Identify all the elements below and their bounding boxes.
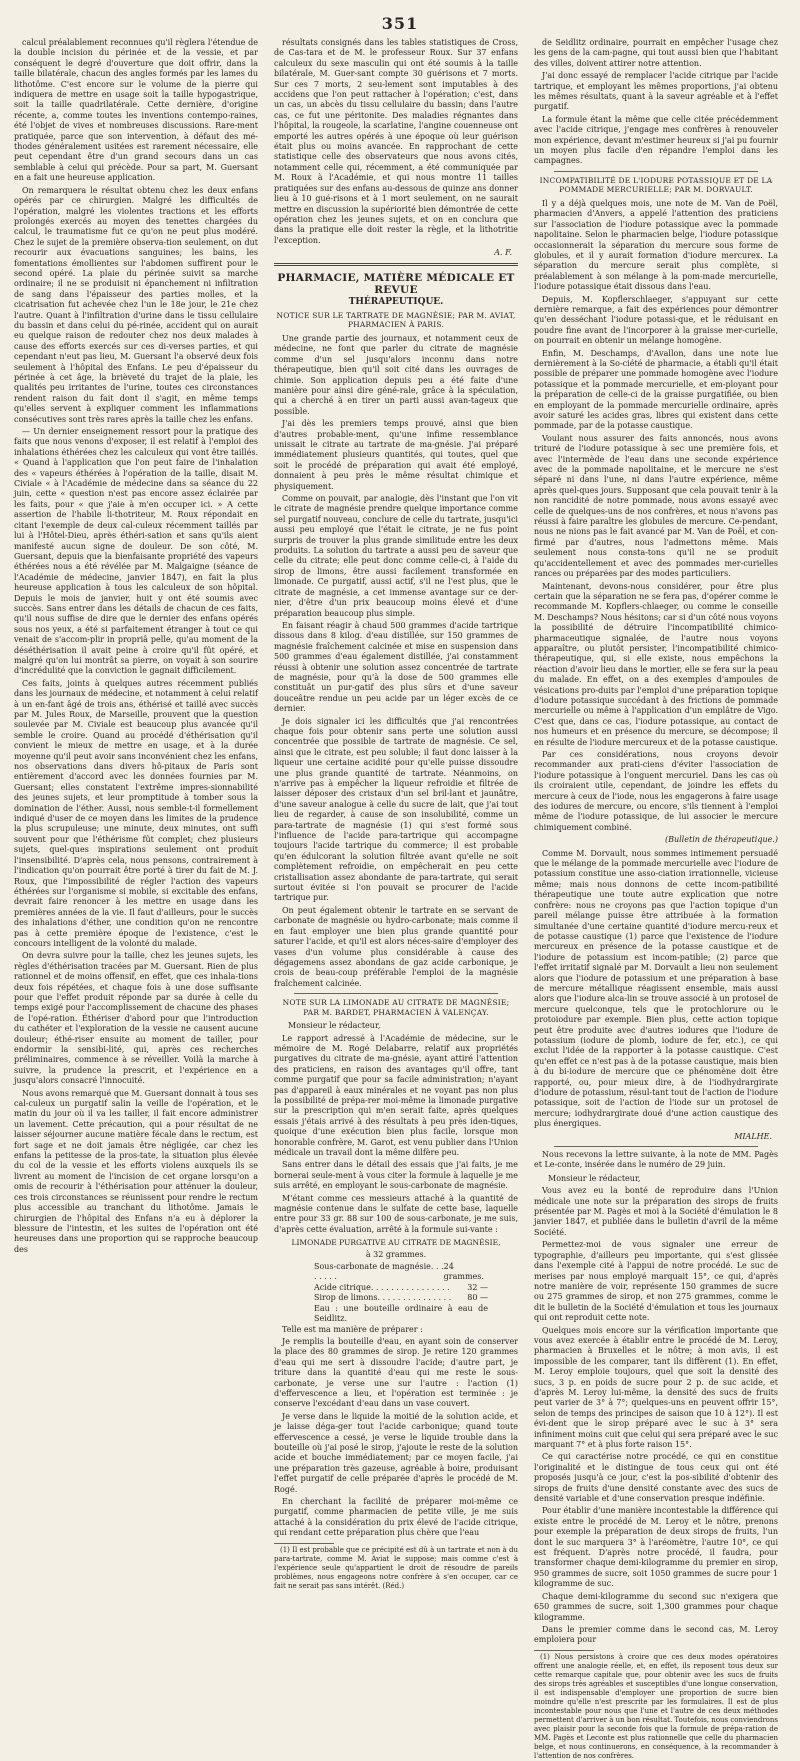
paragraph: — Un dernier enseignement ressort pour la pratique des faits que nous venons d'exposer, il est relatif à l'emploi des inhalations éthérées chez les calculeux qui vont être taillés. « Quand à l'application que l'on peut faire de l'inhalation des « vapeurs éthérées à l'opération de la taille, disait M. Civiale « à l'Académie de médecine dans sa séance du 22 juin, cette « question n'est pas encore assez éclairée par les faits, pour « que j'aie à m'en occuper ici. » A cette assertion de l'habile li-thotriteur, M. Roux répondait en citant l'exemple de deux cal-culeux récemment taillés par lui à l'Hôtel-Dieu, après éthéri-sation et sans qu'ils aient manifesté aucun signe de douleur. De son côté, M. Guersant, depuis que la bienfaisante propriété des vapeurs éthérées nous a été révélée par M. Malgaigne (séance de l'Académie de médecine, janvier 1847), en fait la plus heureuse application à tous les calculeux de son hôpital. Depuis le mois de janvier, huit y ont été soumis avec succès. Sans entrer dans les détails de chacun de ces faits, qu'il nous suffise de dire que le dernier des enfans opérés sous nos yeux, a été si parfaitement étranger à tout ce qui venait de s'accom-plir in propriâ pelle, qu'au moment de la déséthérisation il avait peine à croire qu'il fût opéré, et malgré qu'on lui montrât sa pierre, on voyait à son sourire d'incrédulité que la conviction le gagnait difficilement. — [14, 427, 258, 676]
paragraph: de Seidlitz ordinaire, pourrait en empêcher l'usage chez les gens de la cam-pagne, qui tout aussi bien que l'habitant des villes, doivent attirer notre attention. — [534, 38, 778, 68]
ingredient-qty: 24 grammes. — [443, 1262, 484, 1282]
paragraph: On peut également obtenir le tartrate en se servant de carbonate de magnésie ou hydro-carbonate; mais comme il en faut employer une bien plus grande quantité pour saturer l'acide, et qu'il est alors néces-saire d'employer des vases d'un volume plus considérable à cause des dégagemens assez abondans de gaz acide carbonique, je crois de beau-coup préférable l'emploi de la magnésie fraîchement calcinée. — [274, 905, 518, 988]
paragraph: J'ai dès les premiers temps prouvé, ainsi que bien d'autres probable-ment, qu'une infime ressemblance unissait le citrate au tartrate de ma-gnésie. J'ai préparé immédiatement plusieurs quantités, qui toutes, quel que soit le procédé de préparation qui avait été employé, donnaient à peu près le même résultat chimique et physiquement. — [274, 419, 518, 491]
paragraph: En cherchant la facilité de préparer moi-même ce purgatif, comme pharmacien de petite ville, je me suis attaché à la considération du prix élevé de l'acide citrique, qui rendant cette préparation plus chère que l'eau — [274, 1497, 518, 1538]
article-title: INCOMPATIBILITÉ DE L'IODURE POTASSIQUE ET DE LA POMMADE MERCURIELLE; PAR M. DORVAULT. — [539, 175, 773, 195]
paragraph: Une grande partie des journaux, et notamment ceux de médecine, ne font que parler du citrate de magnésie comme d'un sel jusqu'alors inconnu dans notre thérapeutique, bien qu'il soit cité dans les ouvrages de chimie. Son application depuis peu a été faite d'une manière pour ainsi dire géné-rale, grâce à la spéculation, qui a cherché à en tirer un parti aussi avan-tageux que possible. — [274, 333, 518, 416]
article-divider — [554, 1146, 758, 1147]
salutation: Monsieur le rédacteur, — [548, 1173, 641, 1183]
column-right — [534, 38, 778, 1760]
paragraph: M'étant comme ces messieurs attaché à la quantité de magnésie contenue dans le sulfate de cette base, laquelle entre pour 33 gr. 88 sur 100 de sous-carbonate, je me suis, d'après cette évaluation, arrêté à la formule sui-vante : — [274, 1193, 518, 1234]
footnote — [534, 1650, 778, 1761]
footnote-text: (1) Il est probable que ce précipité est dû à un tartrate et non à du para-tartrate, comme M. Aviat le suppose; mais comme c'est à l'expérience seule qu'appartient le droit de résoudre de pareils problèmes, nous engageons notre confrère à s'en occuper, car ce fait ne serait pas sans intérêt. (Réd.) — [274, 1545, 518, 1590]
signature: MIALHE. — [734, 1131, 772, 1141]
column-left — [14, 38, 258, 1254]
section-heading: PHARMACIE, MATIÈRE MÉDICALE ET REVUE — [277, 271, 515, 296]
paragraph: Je dois signaler ici les difficultés que j'ai rencontrées chaque fois pour obtenir sans perte une solution aussi concentrée que possible de tartrate de magnésie. Ce sel, ainsi que le citrate, est peu soluble; il faut donc laisser à la liqueur une certaine acidité pour qu'elle puisse dissoudre une plus grande quantité de tartrate. Néanmoins, on n'arrive pas à empêcher la liqueur refroidie et filtrée de laisser déposer des cristaux d'un sel bril-lant et jaunâtre, d'une saveur analogue à celle du sucre de lait, que j'ai tout lieu de regarder, à cause de son insolubilité, comme un para-tartrate de magnésie (1) qui s'est formé sous l'influence de l'acide para-tartrique qui accompagne toujours l'acide tartrique du commerce; il est probable qu'en édulcorant la solution filtrée avant qu'elle ne soit complètement refroidie, on empêcherait en peu cette cristallisation assez abondante de para-tartrate, qui serait surtout évitée si l'on pouvait se procurer de l'acide tartrique pur. — [274, 716, 518, 903]
paragraph: Vous avez eu la bonté de reproduire dans l'Union médicale une note sur la préparation des sirops de fruits présentée par M. Pagès et moi à la Société d'émulation le 8 janvier 1847, et publiée dans le bulletin d'avril de la même Société. — [534, 1186, 778, 1237]
paragraph: Le rapport adressé à l'Académie de médecine, sur le mémoire de M. Rogé Delabarre, relatif aux propriétés purgatives du citrate de ma-gnésie, ayant attiré l'attention des praticiens, en raison des avantages qu'il offre, tant comme purgatif que pour sa facile administration; n'ayant pas d'appareil à eaux minérales et ne voyant pas non plus la possibilité de prépa-rer moi-même la limonade purgative sur la prescription qui m'en serait faite, après quelques essais j'étais arrivé à des résultats à peu près iden-tiques, quoique d'une exécution bien plus facile, lorsque mon honorable confrère, M. Garot, est venu publier dans l'Union médicale un travail dont la même dilfère peu. — [274, 1033, 518, 1157]
signature: A. F. — [494, 248, 512, 258]
paragraph: Maintenant, devons-nous considérer, pour être plus certain que la séparation ne se fera pas, d'opérer comme le recommande M. Kopflers-chlaeger, ou comme le conseille M. Deschamps? Nous hésitons; car si d'un côté nous voyons la possibilité de détruire l'incompatibilité chimico-pharmaceutique signalée, de l'autre nous voyons apparaître, ou plutôt persister, l'incompatibilité chimico-thérapeutique, qui, si elle existe, nous empêchons la réaction d'avoir lieu dans le mortier, elle se fera sur la peau du malade. En effet, on a des exemples d'ampoules de vésications pro-duits par l'emploi d'une préparation topique d'iodure potassique succédant à des frictions de pommade mercurielle ou même à l'application d'un emplâtre de Vigo. C'est que, dans ce cas, l'iodure potassique, au contact de nos humeurs et en présence du mercure, se décompose; il en résulte de l'iodure mercureux et de la potasse caustique. — [534, 581, 778, 747]
column-middle — [274, 38, 518, 1590]
ingredient-qty: 32 — — [467, 1282, 488, 1292]
paragraph: Pour établir d'une manière incontestable la différence qui existe entre le procédé de M. Leroy et le nôtre, prenons pour exemple la préparation de deux sirops de fruits, l'un dont le suc marquera 3° à l'aréomètre, l'autre 10°, ce qui est fréquent. D'après notre procédé, il faudra, pour transformer chaque demi-kilogramme du premier en sirop, 950 grammes de sucre, soit 1050 grammes de sucre pour 1 kilogramme de suc. — [534, 1506, 778, 1589]
paragraph: On remarquera le résultat obtenu chez les deux enfans opérés par ce chirurgien. Malgré les difficultés de l'opération, malgré les violentes tractions et les efforts prolongés exercés au moyen des tenettes chargées du calcul, le traumatisme fut ce qu'on ne peut plus modéré. Chez le sujet de la première observa-tion seulement, on dut recourir aux évacuations sanguines; les bains, les fomentations émollientes sur l'abdomen suffirent pour le second opéré. La plaie du périnée suivit sa marche ordinaire; il ne se produisit ni épanchement ni infiltration de sang dans l'épaisseur des parties molles, et la cicatrisation fut achevée chez l'un le 18e jour, le 21e chez l'autre. Quant à l'infiltration d'urine dans le tissu cellulaire du bassin et dans celui du pé-rinée, accident qui on aurait eu quelque raison de redouter chez nos deux malades à cause des efforts exercés sur ces di-verses parties, et qui cependant n'eut pas lieu, M. Guersant l'a observé deux fois seulement à l'hôpital des Enfans. Le peu d'épaisseur du périnée à cet âge, la brièveté du trajet de la plaie, les qualités peu irritantes de l'urine, toutes ces circonstances rendent raison du fait dont il s'agit, en même temps qu'elles servent à expliquer comment les inflammations consécutives sont très rares après la taille chez les enfans. — [14, 185, 258, 424]
footnote-rule — [274, 1543, 334, 1544]
article-title: NOTE SUR LA LIMONADE AU CITRATE DE MAGNÉSIE; PAR M. BARDET, PHARMACIEN À VALENÇAY. — [282, 998, 510, 1017]
paragraph: Telle est ma manière de préparer : — [282, 1324, 423, 1334]
ingredient-name: Acide citrique. . . . . . . . . . . . . . . . — [314, 1282, 450, 1292]
paragraph: Ces faits, joints à quelques autres récemment publiés dans les journaux de médecine, et notamment à celui relatif à un en-fant âgé de trois ans, éthérisé et taillé avec succès par M. Jules Roux, de Marseille, prouvent que la question soulevée par M. Civiale est beaucoup plus avancée qu'il semble le croire. Quand au procédé d'éthérisation qu'il convient le mieux de mettre en usage, et à la durée moyenne qu'il peut avoir sans inconvénient chez les enfans, nos observations dans divers hô-pitaux de Paris sont entièrement d'accord avec les données fournies par M. Guersant; elles constatent l'extrême impres-sionnabilité des jeunes sujets, et leur promptitude à tomber sous la domination de l'éther. Aussi, nous semble-t-il formellement indiqué d'user de ce moyen dans les limites de la prudence la plus scrupuleuse; une minute, deux minutes, ont suffi souvent pour que l'éthérisme fût complet; chez plusieurs sujets, quel-ques inspirations seulement ont produit l'insensibilité. D'après cela, nous pensons, contrairement à l'indication qu'on pourrait être porté à tirer du fait de M. J. Roux, que l'impossibilité de régler l'action des vapeurs éthérées sur l'organisme si mobile, si excitable des enfans, devrait faire renoncer à les mettre en usage dans les premières années de la vie. Il faut d'ailleurs, pour le succès des inhalations d'éther, une condition qu'on ne rencontre pas à cette première époque de l'existence, c'est le concours intelligent de la volonté du malade. — [14, 678, 258, 948]
recipe-row — [274, 1293, 518, 1303]
recipe-row — [274, 1283, 518, 1293]
paragraph: calcul préalablement reconnues qu'il règlera l'étendue de la double incision du périnée et de la vessie, et par conséquent le degré d'ouverture que doit offrir, dans la taille bilatérale, chacun des angles formés par les lames du lithotôme. C'est encore sur le volume de la pierre qui indiquera de mettre en usage soit la taille hypogastrique, soit la taille quadrilatérale. Cette dernière, d'origine récente, a, comme toutes les inventions contempo-raines, été l'objet de vives et nombreuses discussions. Rare-ment pratiquée, parce que son intervention, à défaut des mé-thodes généralement usitées est rarement nécessaire, elle peut cependant être d'un grand secours dans un cas semblable à celui qui précède. Pour sa part, M. Guersant en a fait une heureuse application. — [14, 38, 258, 183]
paragraph: Sans entrer dans le détail des essais que j'ai faits, je me bornerai seule-ment à vous citer la formule à laquelle je me suis arrêté, en employant le sous-carbonate de magnésie. — [274, 1160, 518, 1191]
article-title: NOTICE SUR LE TARTRATE DE MAGNÉSIE; PAR M. AVIAT, PHARMACIEN À PARIS. — [276, 310, 516, 330]
paragraph: Je remplis la bouteille d'eau, en ayant soin de conserver la place des 80 grammes de sirop. Je retire 120 grammes d'eau qui me sert à dissoudre l'acide; d'autre part, je triture dans la quantité d'eau qui me reste le sous-carbonate, je verse une sur l'autre : l'action (1) d'effervescence a lieu, et l'opération est terminée : je conserve l'excédant d'eau dans un vase couvert. — [274, 1336, 518, 1409]
recipe-row — [274, 1304, 518, 1325]
article-divider — [294, 993, 498, 994]
ingredient-name: Sirop de limons. . . . . . . . . . . . . . . — [314, 1293, 452, 1303]
recipe-row — [274, 1262, 518, 1283]
article-divider — [554, 171, 758, 172]
section-subheading: THÉRAPEUTIQUE. — [348, 296, 444, 307]
salutation: Monsieur le rédacteur, — [288, 1021, 381, 1031]
paragraph: Il y a déjà quelques mois, une note de M. Van de Poël, pharmacien d'Anvers, a appelé l'attention des praticiens sur l'association de l'iodure potassique avec la pommade napolitaine. Selon le pharmacien belge, l'iodure potassique occasionnerait la séparation du mercure sous forme de globules, et il y aurait formation d'iodure mercurex. La séparation du mercure serait plus complète, si préalablement à son mélange à la pom-made mercurielle, l'iodure potassique était dissous dans l'eau. — [534, 198, 778, 292]
paragraph: Je verse dans le liquide la moitié de la solution acide, et je laisse déga-ger tout l'acide carbonique; quand toute effervescence a cessé, je verse le liquide trouble dans la bouteille où j'ai posé le sirop, j'ajoute le reste de la solution acide et bouche immédiatement; par ce moyen facile, j'ai une préparation très gazeuse, agréable à boire, produisant l'effet purgatif de celle préparée d'après le procédé de M. Rogé. — [274, 1411, 518, 1494]
paragraph: Quelques mois encore sur la vérification importante que vous avez exercée à établir entre le procédé de M. Leroy, pharmacien à Bruxelles et le nôtre; à mon avis, il est impossible de les comparer, tant ils diffèrent (1). En effet, M. Leroy emploie toujours, quel que soit la densité des sucs, 3 p. en poids de sucre pour 2 p. de suc acide, et d'après M. Leroy lui-même, la densité des sucs de fruits peut varier de 3° à 7°; quelques-uns en peuvent offrir 15°, selon de temps des principes de saison que 10 à 12°). Il est évi-dent que le sirop préparé avec le suc à 3° sera infiniment moins cuit que celui qui sera préparé avec le suc marquant 7° et à plus forte raison 15°. — [534, 1325, 778, 1449]
paragraph: résultats consignés dans les tables statistiques de Cross, de Cas-tara et de M. le professeur Roux. Sur 37 enfans calculeux du sexe masculin qui ont été soumis à la taille bilatérale, M. Guer-sant compte 30 guérisons et 7 morts. Sur ces 7 morts, 2 seu-lement sont imputables à des accidens que l'on peut rattacher à l'opération; c'est, dans un cas, un abcès du tissu cellulaire du bassin; dans l'autre cas, ce fut une péritonite. Des maladies régnantes dans l'hôpital, la rougeole, la scarlatine, l'angine couenneuse ont emporté les autres opérés à une époque où leur guérison était plus ou moins avancée. En rapprochant de cette statistique celle des observateurs que nous avons cités, notamment celle qui, récemment, a été communiquée par M. Roux à l'Académie, et qui nous montre 11 tailles pratiquées sur des enfans au-dessous de quinze ans donner lieu à 10 gué-risons et à 1 mort seulement, on ne saurait mettre en discussion la supériorité bien démontrée de cette opération chez les jeunes sujets, et on en conclura que dans la pratique elle doit rester la règle, et la lithotritie l'exception. — [274, 38, 518, 245]
recipe-subtitle: à 32 grammes. — [365, 1249, 427, 1259]
paragraph: Comme M. Dorvault, nous sommes intimement persuadé que le mélange de la pommade mercurielle avec l'iodure de potassium constitue une asso-ciation irrationnelle, vicieuse même; mais nous donnons de cette incom-patibilité thérapeutique une toute autre explication que notre confrère: nous ne croyons pas que l'action topique d'un pareil mélange puisse être attribuée à la formation simultanée d'une certaine quantité d'iodure mercu-reux et de potasse caustique (1) parce que l'existence de l'iodure mercureux en présence de la potasse caustique et de l'iodure de potassium est incom-patible; (2) parce que l'effet irritatif signalé par M. Dorvault a lieu non seulement alors que l'iodure de potassium et une préparation à base de mercure métallique réagissent ensemble, mais aussi alors que l'iodure alca-lin se trouve associé à un protosel de mercure quelconque, tels que le protochlorure ou le protoiodure par exemple. Bien plus, cette action topique peut être produite avec d'autres iodures que l'iodure de potassium (iodure de plomb, iodure de fer, etc.), ce qui exclut l'idée de la rapporter à la potasse caustique. C'est qu'en effet ce n'est pas à de la potasse caustique, mais bien à du bi-iodure de mercure que ce phénomène doit être rapporté, ou, pour mieux dire, à de l'iodhydrargirate d'iodure de potassium, résul-tant tout de l'action de l'iodure potassique, soit de l'action de l'iode sur un protosel de mercure; iodhydrargirate doué d'une action caustique des plus énergiques. — [534, 848, 778, 1129]
ingredient-name: Eau : une bouteille ordinaire à eau de Seidlitz. — [314, 1303, 488, 1324]
footnote-text: (1) Nous persistons à croire que ces deux modes opératoires offrent une analogie réelle, et, en effet, ils reposent tous deux sur cette remarque capitale que, pour obtenir avec les sucs de fruits des sirops très agréables et susceptibles d'une longue conservation, il est indispensable d'employer une proportion de sucre bien moindre qu'elle n'est prescrite par les formulaires. Il est de plus incontestable pour nous que l'une et l'autre de ces deux méthodes permettent d'arriver à un bon résultat. Toutefois, nous conviendrons avec plaisir pour la seconde fois que la formule de prépa-ration de MM. Pagès et Leconte est plus rationnelle que celle du pharmacien belge, et nous continuerons, en conséquence, à la recommander à l'attention de nos confrères. — [534, 1652, 778, 1760]
paragraph: Depuis, M. Kopflerschlaeger, s'appuyant sur cette dernière remarque, a fait des expériences pour démontrer qu'en desséchant l'iodure potassi-que, et le réduisant en poudre fine avant de l'incorporer à la graisse mer-curielle, on pourrait en obtenir un mélange homogène. — [534, 294, 778, 346]
paragraph: Comme on pouvait, par analogie, dès l'instant que l'on vit le citrate de magnésie prendre quelque importance comme sel purgatif nouveau, conclure de celle du tartrate, jusqu'ici aussi peu employé que l'était le citrate, je ne fus point surpris de trouver la plus grande similitude entre les deux produits. La solution du tartrate a aussi peu de saveur que celle du citrate; elle peut donc comme celle-ci, à l'aide du sirop de limons, être aussi facilement transformée en limonade. Ce purgatif, aussi actif, s'il ne l'est plus, que le citrate de magnésie, a cet immense avantage sur ce der-nier, d'être d'un prix beaucoup moins élevé et d'une préparation beaucoup plus simple. — [274, 494, 518, 618]
paragraph: Ce qui caractérise notre procédé, ce qui en constitue l'originalité et le distingue de tous ceux qui ont été proposés jusqu'à ce jour, c'est la pos-sibilité d'obtenir des sirops de fruits d'une densité constante avec des sucs de densité variable et d'une conservation presque indéfinie. — [534, 1452, 778, 1504]
paragraph: Nous recevons la lettre suivante, à la note de MM. Pagès et Le-conte, insérée dans le numéro de 29 juin. — [534, 1150, 778, 1170]
footnote-rule — [534, 1650, 594, 1651]
footnote — [274, 1543, 518, 1591]
paragraph: Par ces considérations, nous croyons devoir recommander aux prati-ciens d'éviter l'association de l'iodure potassique à l'onguent mercuriel. Dans les cas où ils croiraient utile, cependant, de joindre les effets du mercure à ceux de l'iode, nous les engagerons à faire usage des iodures de mercure, ou encore, s'ils tiennent à l'emploi même de l'iodure potassique, de lui associer le mercure chimiquement combiné. — [534, 750, 778, 832]
ingredient-qty: 80 — — [467, 1293, 488, 1303]
paragraph: En faisant réagir à chaud 500 grammes d'acide tartrique dissous dans 8 kilog. d'eau distillée, sur 150 grammes de magnésie fraîchement calcinée et mise en suspension dans 500 grammes d'eau également distillée, j'ai constamment réussi à obtenir une solution assez concentrée de tartrate de magnésie, pour qu'à la dose de 500 grammes elle constituât un pur-gatif des plus sûrs et d'une saveur douceâtre rendue un peu acide par un léger excès de ce dernier. — [274, 620, 518, 714]
paragraph: Enfin, M. Deschamps, d'Avallon, dans une note lue dernièrement à la So-ciété de pharmacie, a établi qu'il était possible de préparer une pommade homogène avec l'iodure potassique et la pommade mercurielle, et em-ployant pour la préparation de celle-ci de la graisse purgatifiée, ou bien en employant de la pommade mercurielle ordinaire, après avoir saturé les acides gras, libres qui existent dans cette pommade, par de la potasse caustique. — [534, 348, 778, 431]
source-citation: (Bulletin de thérapeutique.) — [664, 835, 778, 845]
section-divider — [274, 263, 518, 266]
paragraph: Permettez-moi de vous signaler une erreur de typographie, d'ailleurs peu importante, qui s'est glissée dans l'exemple cité à l'appui de notre procédé. Le suc de merises par nous employé marquait 15°, ce qui, d'après notre manière de voir, représente 150 grammes de sucre ou 275 grammes de sirop, et non 275 grammes, comme le dit le bulletin de la Société d'émulation et tous les journaux qui ont reproduit cette note. — [534, 1240, 778, 1323]
paragraph: J'ai donc essayé de remplacer l'acide citrique par l'acide tartrique, et employant les mêmes proportions, j'ai obtenu les mêmes résultats, quant à la saveur agréable et à l'effet purgatif. — [534, 71, 778, 112]
paragraph: La formule étant la même que celle citée précédemment avec l'acide citrique, j'engage mes confrères à renouveler mon expérience, devant m'estimer heureux si j'ai pu fournir un moyen plus facile d'en répandre l'emploi dans les campagnes. — [534, 114, 778, 166]
page-number: 351 — [381, 14, 419, 33]
paragraph: On devra suivre pour la taille, chez les jeunes sujets, les règles d'éthérisation tracées par M. Guersant. Rien de plus rationnel et de moins offensif, en effet, que ces inhala-tions deux fois répétées, et chaque fois à une dose suffisante pour que l'effet produit réponde par sa durée à celle du temps exigé pour l'accomplissement de chacune des phases de l'opé-ration. Éthériser d'abord pour que l'introduction du cathéter et l'exploration de la vessie ne causent aucune douleur; éthé-riser ensuite au moment de tailler, pour endormir la sensibi-lité, qui, après ces recherches préliminaires, commence à se réveiller. Voilà la marche à suivre, la prudence la prescrit, et l'expérience en a jusqu'alors consacré l'innocuité. — [14, 951, 258, 1086]
paragraph: Nous avons remarqué que M. Guersant donnait à tous ses cal-culeux un purgatif salin la veille de l'opération, et le matin du jour où il va les tailler, il fait encore administrer un lavement. Cette précaution, qui a pour résultat de ne laisser séjourner aucune matière fécale dans le rectum, est fort sage et ne doit jamais être négligée, car chez les enfans la petitesse de la pros-tate, la situation plus élevée du col de la vessie et les efforts violens auxquels ils se livrent au moment de l'incision de cet organe lorsqu'on a omis de recourir à l'éthérisation pour atténuer la douleur, ces trois circonstances se réunissent pour rendre le rectum plus accessible au tranchant du lithotôme. Jamais le chirurgien de l'hôpital des Enfans n'a eu à déplorer la blessure de l'intestin, et les suites de l'opération ont été heureuses dans une proportion qui se rapproche beaucoup des — [14, 1088, 258, 1254]
recipe-title: LIMONADE PURGATIVE AU CITRATE DE MAGNÉSIE, — [291, 1238, 501, 1248]
paragraph: Dans le premier comme dans le second cas, M. Leroy emploiera pour — [534, 1624, 778, 1645]
ingredient-name: Sous-carbonate de magnésie. . . . . . . . — [314, 1262, 444, 1282]
paragraph: Chaque demi-kilogramme du second suc n'exigera que 650 grammes de sucre, soit 1,300 grammes pour chaque kilogramme. — [534, 1591, 778, 1622]
paragraph: Voulant nous assurer des faits annoncés, nous avons trituré de l'iodure potassique à sec une première fois, et avec l'intermède de l'eau dans une seconde expérience avec de la pommade napolitaine, et le mercure ne s'est séparé ni dans l'une, ni dans l'autre expérience, même après quel-ques jours. Supposant que cela pouvait tenir à la non rancidité de notre pommade, nous avons essayé avec celle de quelques-uns de nos confrères, et nous n'avons pas réussi à faire paraître les globules de mercure. Ce-pendant, nous ne nions pas le fait avancé par M. Van de Poël, et con-firmé par d'autres, nous l'admettons même. Mais seulement nous consta-tons qu'il ne se produit qu'accidentellement et avec des pommades mer-curielles rances ou préparées par des modes particuliers. — [534, 433, 778, 579]
